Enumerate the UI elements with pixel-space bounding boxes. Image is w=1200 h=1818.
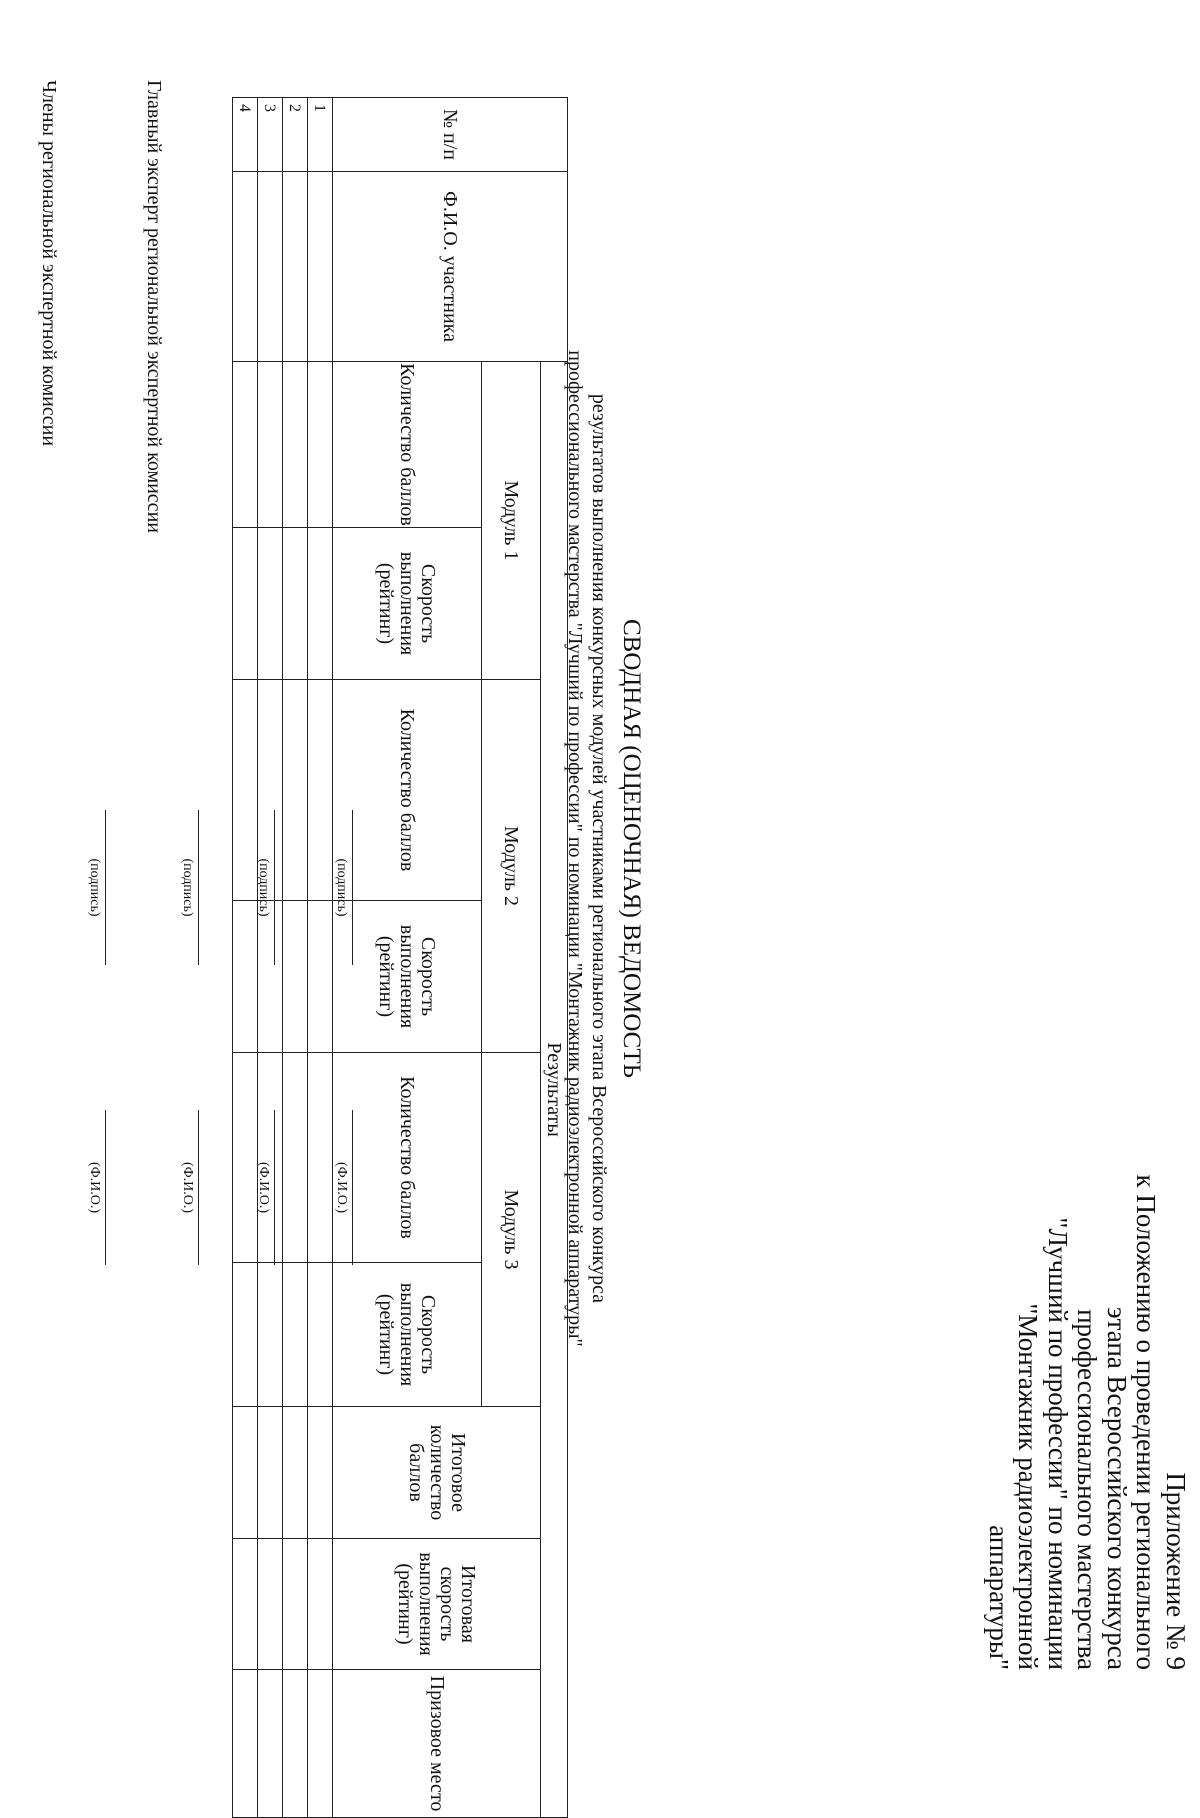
header-m3-points: Количество баллов: [333, 1053, 482, 1263]
header-results: Результаты: [541, 362, 568, 1818]
cell-m1-speed[interactable]: [283, 528, 308, 680]
signature-caption: (подпись): [256, 858, 271, 917]
member-signature-line[interactable]: [198, 810, 199, 965]
cell-total-speed[interactable]: [233, 1539, 258, 1670]
results-table: [232, 97, 568, 1818]
chief-expert-label: Главный эксперт региональной экспертной комиссии: [143, 80, 165, 533]
header-m2-points: Количество баллов: [333, 680, 482, 901]
header-m1-speed: Скорость выполнения (рейтинг): [333, 528, 482, 680]
member-name-line[interactable]: [274, 1110, 275, 1265]
cell-m1-speed[interactable]: [233, 528, 258, 680]
cell-name[interactable]: [283, 172, 308, 362]
cell-name[interactable]: [258, 172, 283, 362]
cell-prize-place[interactable]: [308, 1670, 333, 1818]
appendix-line: Приложение № 9: [1161, 1472, 1191, 1670]
cell-total-points[interactable]: [233, 1407, 258, 1539]
row-number: 2: [283, 98, 308, 172]
cell-m3-speed[interactable]: [283, 1263, 308, 1407]
cell-m1-points[interactable]: [233, 362, 258, 528]
commission-members-label: Члены региональной экспертной комиссии: [38, 80, 60, 447]
cell-prize-place[interactable]: [283, 1670, 308, 1818]
cell-m2-points[interactable]: [283, 680, 308, 901]
header-module-3: Модуль 3: [482, 1053, 541, 1407]
cell-m2-points[interactable]: [308, 680, 333, 901]
name-caption: (Ф.И.О.): [87, 1161, 102, 1214]
table-row: [308, 98, 333, 1818]
table-row: [233, 98, 258, 1818]
cell-prize-place[interactable]: [233, 1670, 258, 1818]
member-signature-line[interactable]: [274, 810, 275, 965]
cell-m3-speed[interactable]: [308, 1263, 333, 1407]
cell-total-points[interactable]: [258, 1407, 283, 1539]
cell-total-points[interactable]: [283, 1407, 308, 1539]
signature-caption: (подпись): [334, 858, 349, 917]
cell-m1-speed[interactable]: [258, 528, 283, 680]
document-subtitle-line-2: профессионального мастерства "Лучший по профессии" по номинации "Монтажник радиоэлектронной аппаратуры": [564, 350, 586, 1347]
cell-m3-speed[interactable]: [233, 1263, 258, 1407]
cell-m1-speed[interactable]: [308, 528, 333, 680]
signature-caption: (подпись): [87, 858, 102, 917]
chief-name-line[interactable]: [105, 1110, 106, 1265]
row-number: 3: [258, 98, 283, 172]
cell-m3-speed[interactable]: [258, 1263, 283, 1407]
cell-m1-points[interactable]: [283, 362, 308, 528]
header-m2-speed: Скорость выполнения (рейтинг): [333, 901, 482, 1053]
cell-m3-points[interactable]: [283, 1053, 308, 1263]
signature-caption: (подпись): [180, 858, 195, 917]
cell-name[interactable]: [308, 172, 333, 362]
cell-m2-speed[interactable]: [308, 901, 333, 1053]
member-name-line[interactable]: [198, 1110, 199, 1265]
member-name-line[interactable]: [352, 1110, 353, 1265]
member-signature-line[interactable]: [352, 810, 353, 965]
cell-m3-points[interactable]: [233, 1053, 258, 1263]
appendix-line: профессионального мастерства: [1072, 1309, 1103, 1670]
cell-m2-speed[interactable]: [283, 901, 308, 1053]
cell-total-speed[interactable]: [308, 1539, 333, 1670]
cell-total-speed[interactable]: [258, 1539, 283, 1670]
cell-m3-points[interactable]: [308, 1053, 333, 1263]
cell-total-points[interactable]: [308, 1407, 333, 1539]
cell-m2-points[interactable]: [233, 680, 258, 901]
appendix-header: [984, 1130, 1191, 1670]
appendix-line: "Лучший по профессии" по номинации: [1043, 1217, 1073, 1670]
cell-prize-place[interactable]: [258, 1670, 283, 1818]
chief-signature-line[interactable]: [105, 810, 106, 965]
appendix-line: аппаратуры": [984, 1525, 1014, 1670]
document-subtitle-line-1: результатов выполнения конкурсных модулей участниками регионального этапа Всероссийского конкурса: [588, 393, 610, 1304]
cell-total-speed[interactable]: [283, 1539, 308, 1670]
row-number: 1: [308, 98, 333, 172]
name-caption: (Ф.И.О.): [180, 1161, 195, 1214]
header-prize-place: Призовое место: [333, 1670, 541, 1818]
header-module-2: Модуль 2: [482, 680, 541, 1053]
name-caption: (Ф.И.О.): [256, 1161, 271, 1214]
row-number: 4: [233, 98, 258, 172]
header-num: № п/п: [333, 98, 568, 172]
appendix-line: этапа Всероссийского конкурса: [1102, 1307, 1132, 1670]
table-row: [283, 98, 308, 1818]
header-row-results: [541, 98, 568, 1818]
header-total-points: Итоговое количество баллов: [333, 1407, 541, 1539]
cell-m1-points[interactable]: [308, 362, 333, 528]
appendix-line: к Положению о проведении регионального: [1131, 1174, 1162, 1670]
header-name: Ф.И.О. участника: [333, 172, 568, 362]
header-module-1: Модуль 1: [482, 362, 541, 680]
header-total-speed: Итоговая скорость выполнения (рейтинг): [333, 1539, 541, 1670]
header-m3-speed: Скорость выполнения (рейтинг): [333, 1263, 482, 1407]
cell-m2-speed[interactable]: [233, 901, 258, 1053]
cell-name[interactable]: [233, 172, 258, 362]
document-title: СВОДНАЯ (ОЦЕНОЧНАЯ) ВЕДОМОСТЬ: [618, 619, 645, 1078]
appendix-line: "Монтажник радиоэлектронной: [1013, 1303, 1044, 1670]
cell-m1-points[interactable]: [258, 362, 283, 528]
header-m1-points: Количество баллов: [333, 362, 482, 528]
name-caption: (Ф.И.О.): [334, 1161, 349, 1214]
